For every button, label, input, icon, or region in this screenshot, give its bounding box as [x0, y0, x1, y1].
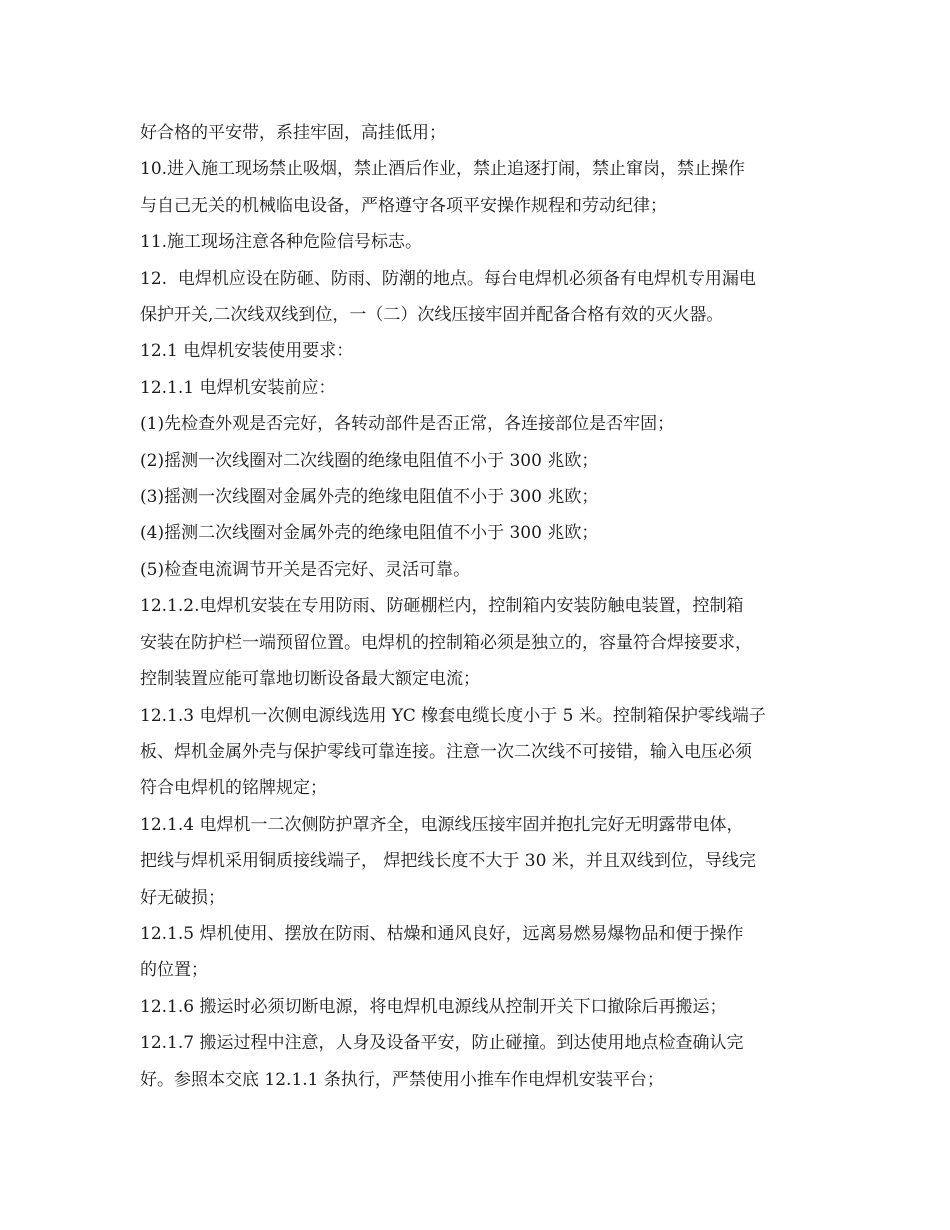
text-line: 控制装置应能可靠地切断设备最大额定电流； [140, 669, 480, 690]
text-line: 的位置； [140, 960, 208, 981]
paragraph [140, 406, 820, 442]
paragraph [140, 916, 820, 989]
text-line: 12.1.6 搬运时必须切断电源，将电焊机电源线从控制开关下口撤除后再搬运； [140, 996, 727, 1017]
text-line: 把线与焊机采用铜质接线端子， 焊把线长度不大于 30 米，并且双线到位，导线完 [140, 851, 756, 872]
text-line: (1)先检查外观是否完好，各转动部件是否正常，各连接部位是否牢固； [140, 414, 675, 435]
text-line: 12.1.3 电焊机一次侧电源线选用 YC 橡套电缆长度小于 5 米。控制箱保护零线端子 [140, 705, 766, 726]
text-line: (5)检查电流调节开关是否完好、灵活可靠。 [140, 559, 471, 580]
text-line: (2)摇测一次线圈对二次线圈的绝缘电阻值不小于 300 兆欧； [140, 450, 599, 471]
text-line: 安装在防护栏一端预留位置。电焊机的控制箱必须是独立的，容量符合焊接要求， [140, 632, 752, 653]
text-line: 好合格的平安带，系挂牢固，高挂低用； [140, 123, 446, 143]
text-line: 12.1 电焊机安装使用要求： [140, 341, 354, 362]
text-line: 保护开关,二次线双线到位，一（二）次线压接牢固并配备合格有效的灭火器。 [140, 305, 724, 326]
text-line: 11.施工现场注意各种危险信号标志。 [140, 232, 423, 253]
text-line: 与自己无关的机械临电设备，严格遵守各项平安操作规程和劳动纪律； [140, 195, 667, 216]
paragraph [140, 989, 820, 1025]
paragraph [140, 1025, 820, 1098]
text-line: 12.1.7 搬运过程中注意，人身及设备平安，防止碰撞。到达使用地点检查确认完 [140, 1033, 744, 1054]
text-line: 符合电焊机的铭牌规定； [140, 778, 327, 799]
paragraph [140, 115, 820, 151]
paragraph [140, 224, 820, 260]
paragraph [140, 443, 820, 479]
text-line: 12.1.5 焊机使用、摆放在防雨、枯燥和通风良好，远离易燃易爆物品和便于操作 [140, 923, 744, 944]
paragraph [140, 151, 820, 224]
text-line: 12.1.4 电焊机一二次侧防护罩齐全，电源线压接牢固并抱扎完好无明露带电体， [140, 814, 744, 835]
text-line: 好。参照本交底 12.1.1 条执行，严禁使用小推车作电焊机安装平台； [140, 1069, 664, 1090]
paragraph [140, 261, 820, 334]
document-body [140, 115, 820, 1098]
paragraph [140, 552, 820, 588]
paragraph [140, 370, 820, 406]
paragraph [140, 515, 820, 551]
paragraph [140, 807, 820, 916]
text-line: 12. 电焊机应设在防砸、防雨、防潮的地点。每台电焊机必须备有电焊机专用漏电 [140, 268, 756, 289]
text-line: (3)摇测一次线圈对金属外壳的绝缘电阻值不小于 300 兆欧； [140, 487, 599, 508]
paragraph [140, 333, 820, 369]
text-line: 12.1.1 电焊机安装前应： [140, 377, 336, 398]
text-line: 板、焊机金属外壳与保护零线可靠连接。注意一次二次线不可接错，输入电压必须 [140, 741, 752, 762]
paragraph [140, 588, 820, 697]
paragraph [140, 479, 820, 515]
paragraph [140, 698, 820, 807]
text-line: 好无破损； [140, 887, 225, 908]
text-line: (4)摇测二次线圈对金属外壳的绝缘电阻值不小于 300 兆欧； [140, 523, 599, 544]
text-line: 12.1.2.电焊机安装在专用防雨、防砸棚栏内，控制箱内安装防触电装置，控制箱 [140, 596, 744, 617]
text-line: 10.进入施工现场禁止吸烟，禁止酒后作业，禁止追逐打闹，禁止窜岗，禁止操作 [140, 159, 746, 180]
